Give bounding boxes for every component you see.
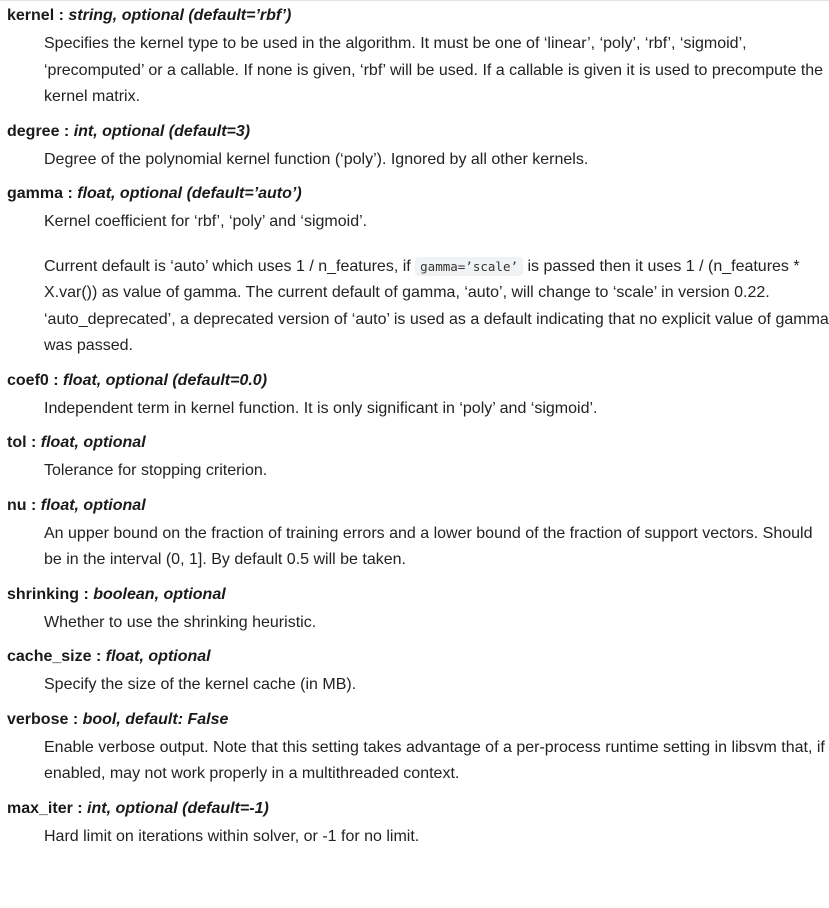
param-name: shrinking [7,585,80,603]
param-name: tol [7,434,27,451]
param-term [7,798,829,820]
param-description [44,820,829,851]
param-kernel [7,5,829,121]
separator: : [54,7,69,24]
description-text: Kernel coefficient for ‘rbf’, ‘poly’ and ‘sigmoid’. [44,213,368,230]
param-description [44,205,829,360]
separator: : [63,185,78,202]
description-text: Degree of the polynomial kernel function (‘poly’). Ignored by all other kernels. [44,150,589,168]
param-type: float, optional [105,648,211,665]
detail-text-after: is passed then it uses 1 / (n_features * X.var()) as value of gamma. The current default of gamma, ‘auto’, will change to ‘scale’ in version 0.22. ‘auto_deprecated’, a deprecated version of ‘auto’ is used as a default indicating that no explicit value of gamma was passed. [44,257,829,354]
description-detail [44,250,829,360]
description-text: Whether to use the shrinking heuristic. [44,613,317,631]
param-term [7,584,829,606]
description-text: Tolerance for stopping criterion. [44,462,268,479]
separator: : [79,585,94,603]
param-name: degree [7,122,60,140]
param-gamma [7,183,829,370]
param-type: bool, default: False [82,710,229,728]
separator: : [68,710,83,728]
param-description [44,517,829,574]
description-text: Specifies the kernel type to be used in the algorithm. It must be one of ‘linear’, ‘poly’, ‘rbf’, ‘sigmoid’, ‘precomputed’ or a callable. If none is given, ‘rbf’ will be used. If a callable is given it is used to precompute the kernel matrix. [44,35,824,105]
param-description [44,392,829,423]
separator: : [91,648,106,665]
param-term [7,709,829,731]
separator: : [48,371,64,389]
param-type: string, optional (default=’rbf’) [68,7,292,24]
param-term [7,646,829,668]
param-type: int, optional (default=-1) [87,799,269,817]
description-text: An upper bound on the fraction of training errors and a lower bound of the fraction of support vectors. Should be in the interval (0, 1]. By default 0.5 will be taken. [44,524,813,568]
param-term [7,370,829,392]
param-verbose [7,709,829,798]
description-text: Specify the size of the kernel cache (in MB). [44,676,357,693]
param-type: int, optional (default=3) [73,122,251,140]
param-type: float, optional [40,496,146,514]
param-term [7,183,829,205]
param-term [7,432,829,454]
param-type: float, optional (default=’auto’) [77,185,302,202]
param-type: float, optional (default=0.0) [63,371,268,389]
param-type: float, optional [40,434,146,451]
param-shrinking [7,584,829,647]
param-type: boolean, optional [93,585,226,603]
param-description [44,454,829,485]
param-name: nu [7,496,27,514]
param-max-iter [7,798,829,851]
param-name: verbose [7,710,69,728]
param-name: cache_size [7,648,92,665]
param-nu [7,495,829,584]
param-name: kernel [7,7,55,24]
separator: : [72,799,88,817]
param-term [7,121,829,143]
inline-code: gamma=’scale’ [415,257,523,276]
param-coef0 [7,370,829,433]
description-text: Independent term in kernel function. It is only significant in ‘poly’ and ‘sigmoid’. [44,399,598,417]
param-name: max_iter [7,799,73,817]
param-term [7,495,829,517]
param-name: gamma [7,185,64,202]
param-description [44,27,829,111]
parameter-list [0,1,829,850]
separator: : [26,496,41,514]
param-description [44,606,829,637]
param-degree [7,121,829,184]
param-term [7,5,829,27]
param-description [44,668,829,699]
param-tol [7,432,829,495]
description-text: Hard limit on iterations within solver, or -1 for no limit. [44,827,420,845]
detail-text-before: Current default is ‘auto’ which uses 1 / n_features, if [44,257,416,275]
separator: : [59,122,74,140]
param-cache-size [7,646,829,709]
description-text: Enable verbose output. Note that this setting takes advantage of a per-process runtime setting in libsvm that, if enabled, may not work properly in a multithreaded context. [44,738,825,782]
param-name: coef0 [7,371,49,389]
separator: : [26,434,41,451]
param-description [44,143,829,174]
param-description [44,731,829,788]
